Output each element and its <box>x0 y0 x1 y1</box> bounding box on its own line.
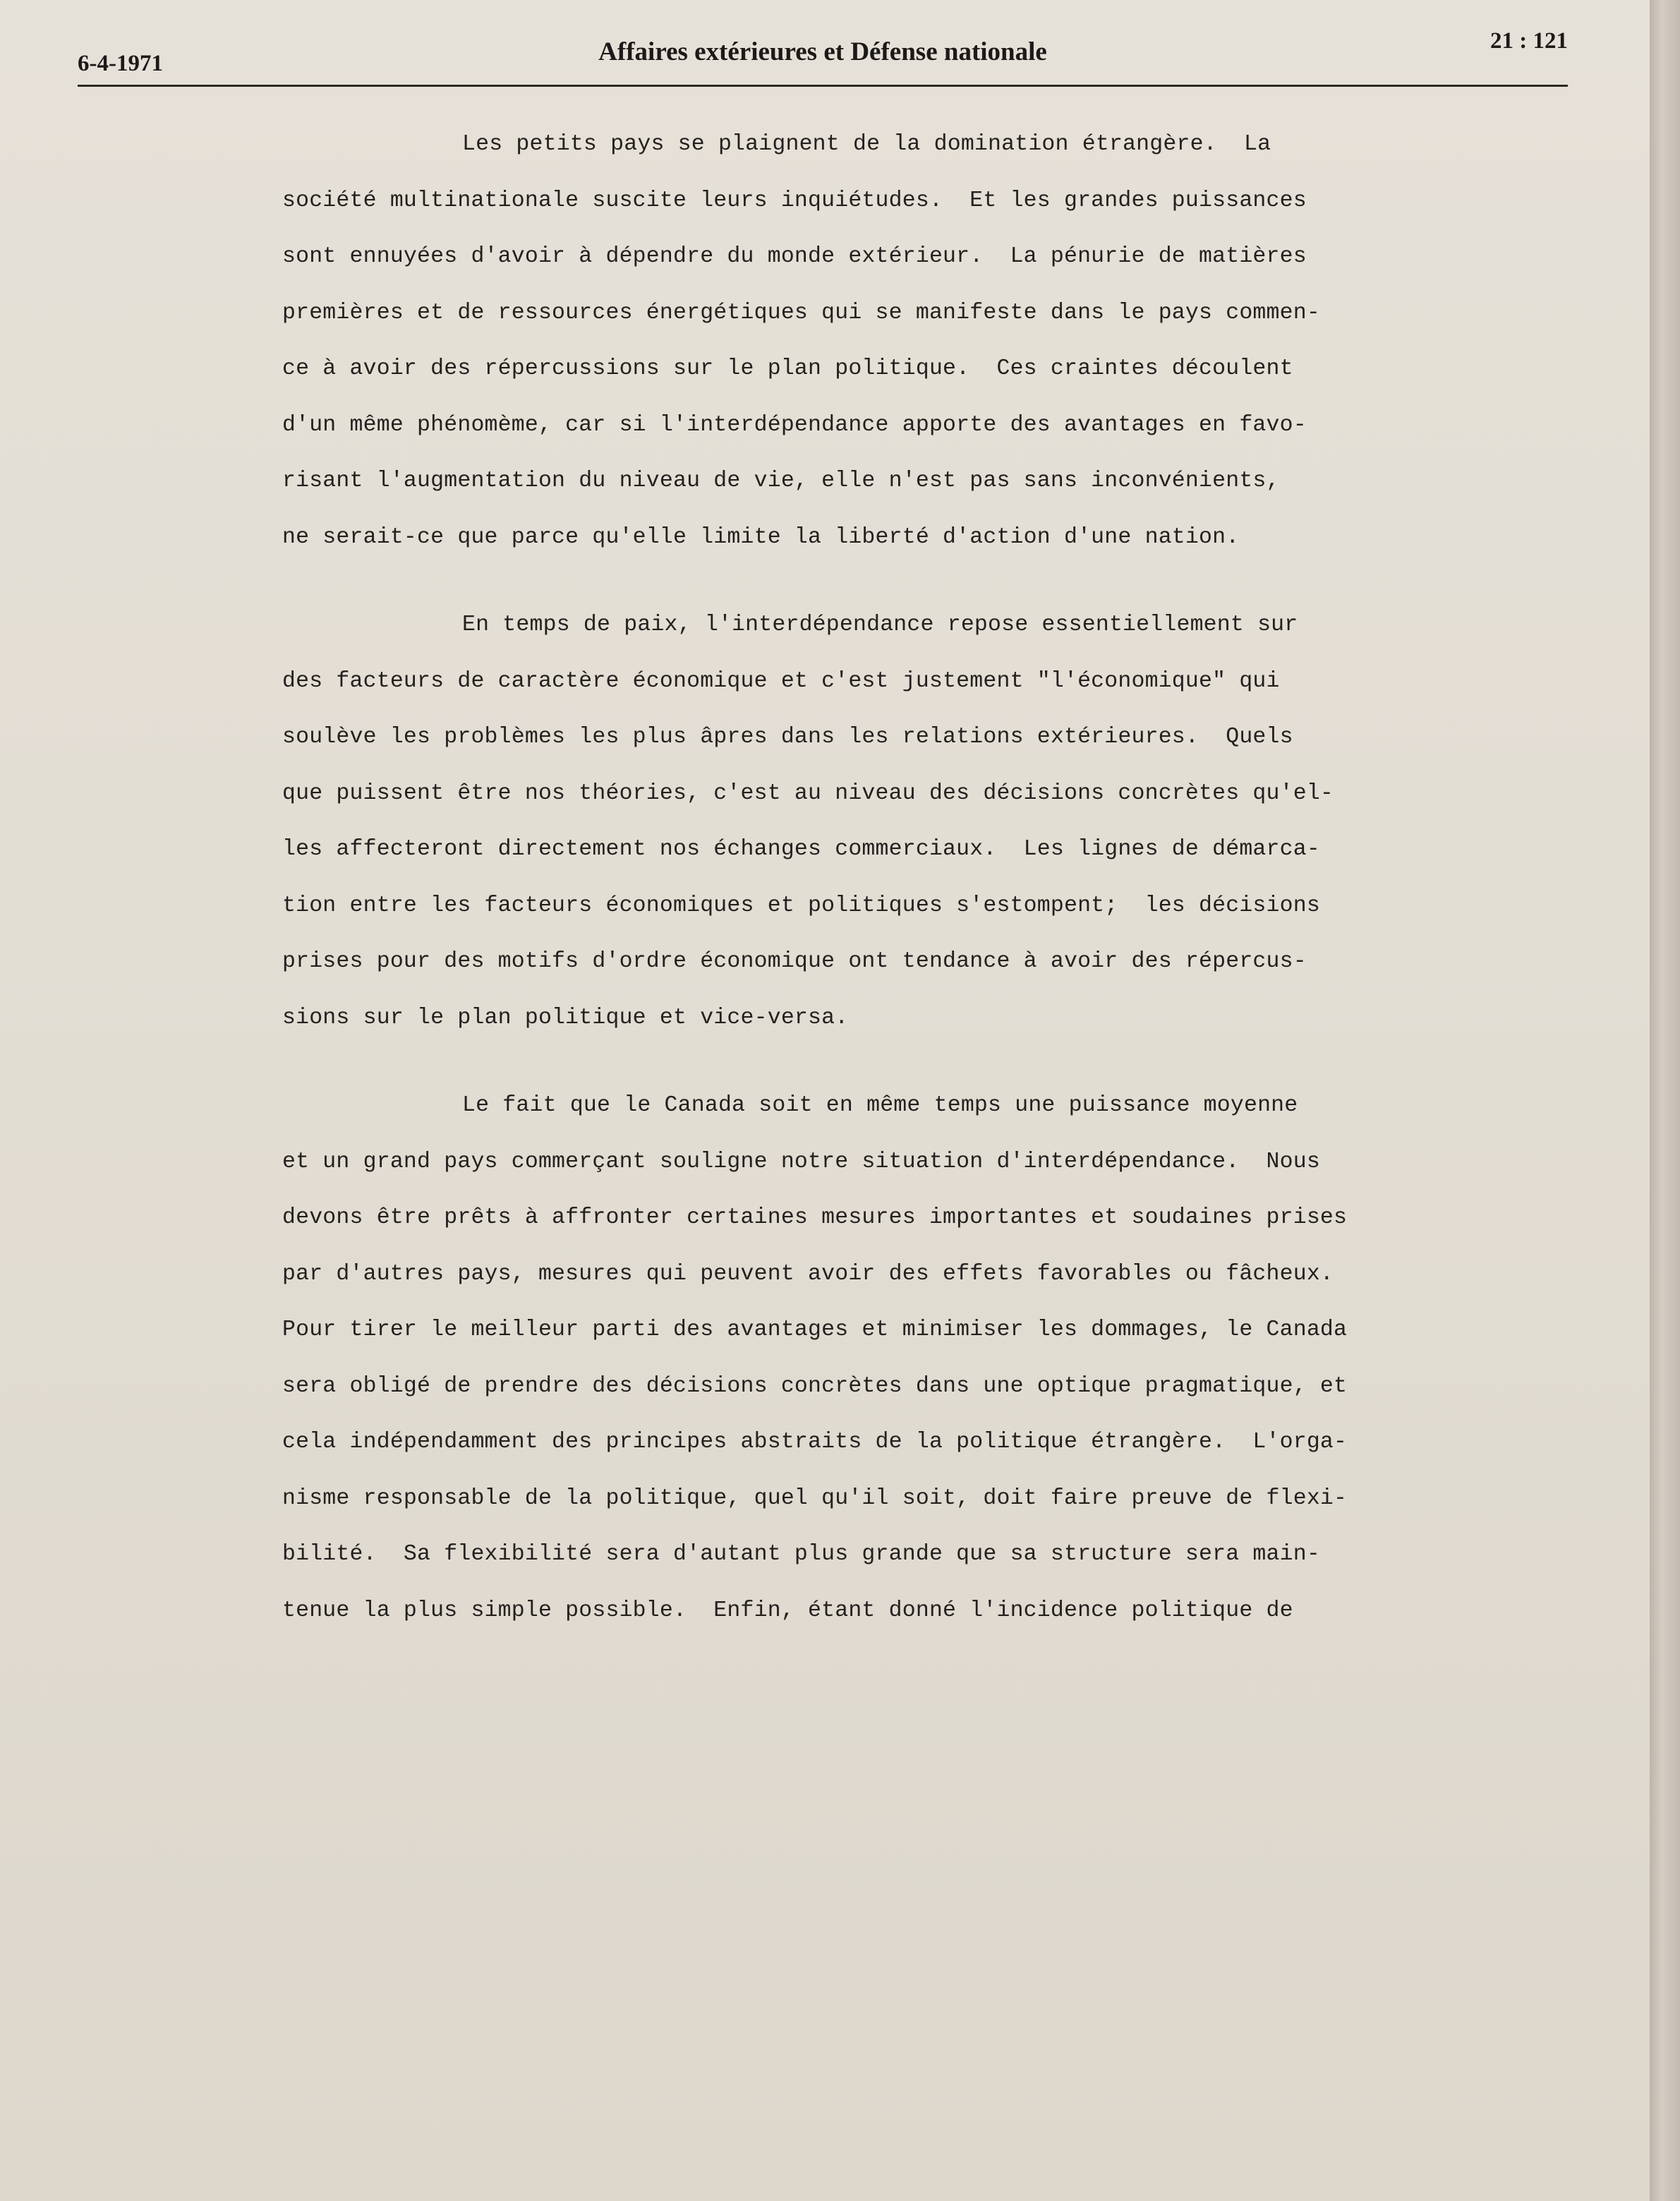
paragraph-line: et un grand pays commerçant souligne notre situation d'interdépendance. Nous <box>282 1149 1320 1174</box>
paragraph-line: sions sur le plan politique et vice-versa. <box>282 1005 849 1030</box>
header-title: Affaires extérieures et Défense nationale <box>598 37 1047 66</box>
paragraph-line: que puissent être nos théories, c'est au niveau des décisions concrètes qu'el- <box>282 780 1334 806</box>
paragraph-line: devons être prêts à affronter certaines mesures importantes et soudaines prises <box>282 1205 1348 1230</box>
paragraph-line: Pour tirer le meilleur parti des avantages et minimiser les dommages, le Canada <box>282 1317 1348 1342</box>
page-edge <box>1650 0 1680 2201</box>
paragraph-spacer <box>282 565 1397 597</box>
paragraph <box>282 116 1397 565</box>
paragraph-line: cela indépendamment des principes abstraits de la politique étrangère. L'orga- <box>282 1430 1348 1454</box>
header-page-number: 21 : 121 <box>1490 28 1568 54</box>
paragraph-line: ce à avoir des répercussions sur le plan politique. Ces craintes découlent <box>282 356 1293 381</box>
paragraph-line: En temps de paix, l'interdépendance repose essentiellement sur <box>462 613 1298 637</box>
paragraph-line: sont ennuyées d'avoir à dépendre du monde extérieur. La pénurie de matières <box>282 244 1307 269</box>
paragraph-line: tenue la plus simple possible. Enfin, étant donné l'incidence politique de <box>282 1598 1293 1623</box>
body-text <box>282 116 1397 1639</box>
paragraph-line: les affecteront directement nos échanges commerciaux. Les lignes de démarca- <box>282 837 1320 862</box>
paragraph-spacer <box>282 1046 1397 1078</box>
paragraph-line: par d'autres pays, mesures qui peuvent avoir des effets favorables ou fâcheux. <box>282 1261 1334 1286</box>
paragraph-line: Le fait que le Canada soit en même temps une puissance moyenne <box>462 1093 1298 1118</box>
header-rule <box>78 85 1568 87</box>
paragraph-line: d'un même phénomème, car si l'interdépendance apporte des avantages en favo- <box>282 412 1307 438</box>
header-date: 6-4-1971 <box>78 51 163 76</box>
paragraph-line: Les petits pays se plaignent de la domination étrangère. La <box>462 132 1271 157</box>
paragraph-line: tion entre les facteurs économiques et politiques s'estompent; les décisions <box>282 893 1320 918</box>
paragraph <box>282 597 1397 1046</box>
paragraph-line: prises pour des motifs d'ordre économique ont tendance à avoir des répercus- <box>282 949 1307 974</box>
paragraph-line: nisme responsable de la politique, quel qu'il soit, doit faire preuve de flexi- <box>282 1485 1348 1511</box>
paragraph-line: sera obligé de prendre des décisions concrètes dans une optique pragmatique, et <box>282 1373 1348 1399</box>
paragraph-line: soulève les problèmes les plus âpres dans les relations extérieures. Quels <box>282 725 1293 749</box>
paragraph-line: risant l'augmentation du niveau de vie, elle n'est pas sans inconvénients, <box>282 469 1280 493</box>
paragraph-line: ne serait-ce que parce qu'elle limite la liberté d'action d'une nation. <box>282 524 1240 550</box>
page-header <box>78 28 1568 89</box>
paragraph <box>282 1078 1397 1639</box>
paragraph-line: société multinationale suscite leurs inquiétudes. Et les grandes puissances <box>282 188 1307 213</box>
paragraph-line: des facteurs de caractère économique et c'est justement "l'économique" qui <box>282 668 1280 694</box>
paragraph-line: premières et de ressources énergétiques qui se manifeste dans le pays commen- <box>282 300 1320 325</box>
paragraph-line: bilité. Sa flexibilité sera d'autant plus grande que sa structure sera main- <box>282 1542 1320 1567</box>
